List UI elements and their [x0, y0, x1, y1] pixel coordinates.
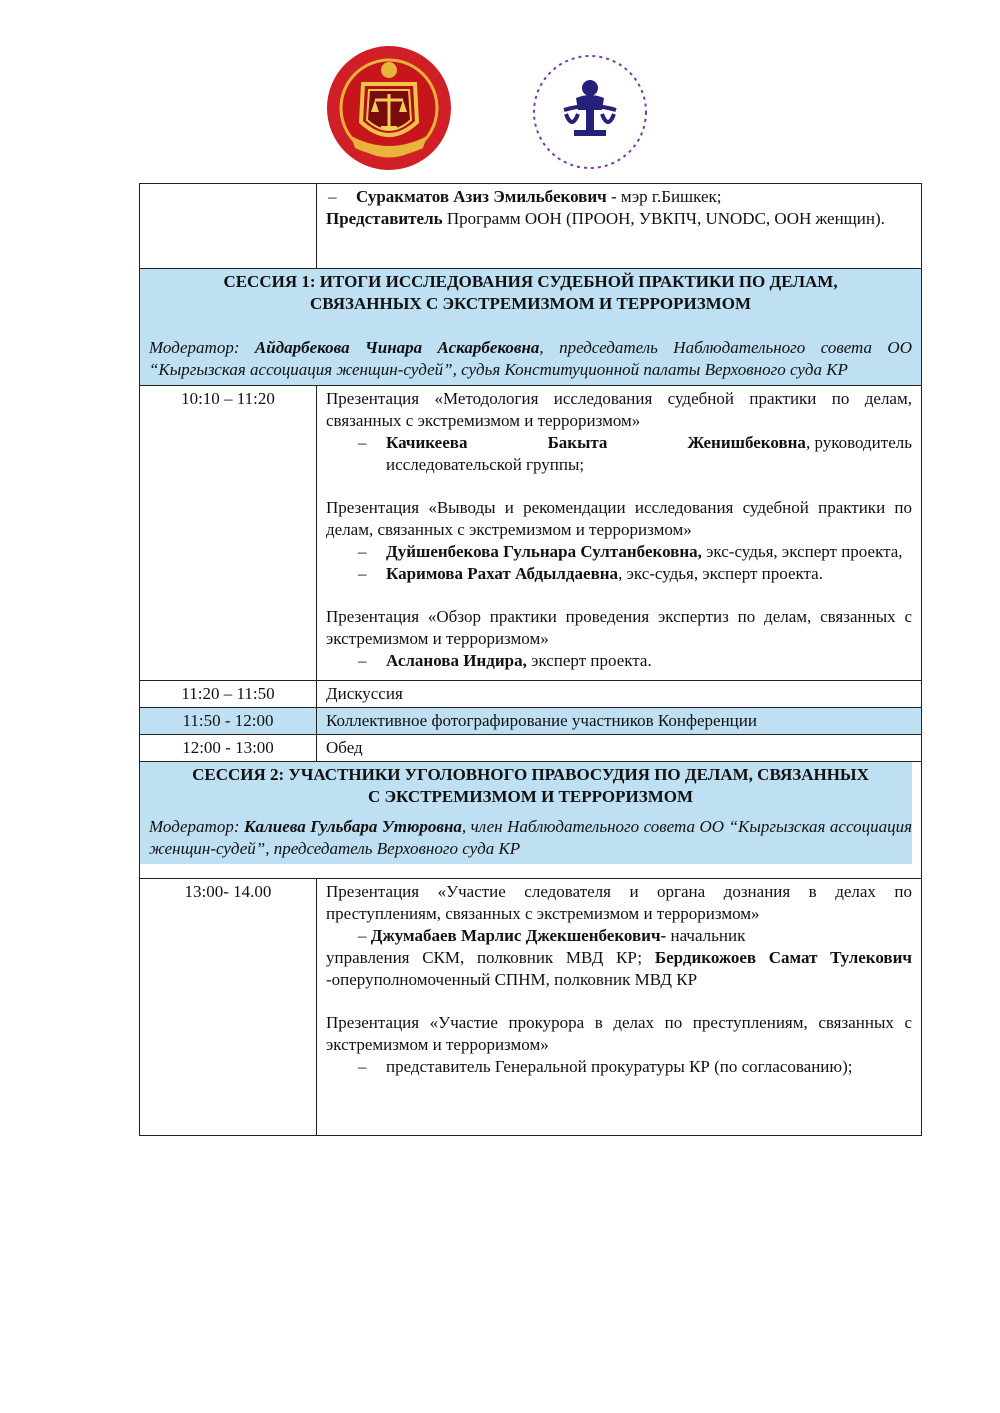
table-row: – Суракматов Азиз Эмильбекович - мэр г.Бишкек; Представитель Программ ООН (ПРООН, УВКПЧ, UNODC, ООН женщин). [140, 184, 922, 269]
speaker-name: Суракматов Азиз Эмильбекович [356, 187, 607, 206]
women-judges-association-emblem-icon [526, 48, 654, 176]
supreme-court-emblem-icon [325, 44, 453, 172]
table-row: 11:20 – 11:50 Дискуссия [140, 681, 922, 708]
table-row: 11:50 - 12:00 Коллективное фотографирование участников Конференции [140, 708, 922, 735]
header-logos [0, 40, 1000, 180]
session-2-title: СЕССИЯ 2: УЧАСТНИКИ УГОЛОВНОГО ПРАВОСУДИЯ ПО ДЕЛАМ, СВЯЗАННЫХ С ЭКСТРЕМИЗМОМ И ТЕРРОРИЗМОМ [192, 765, 869, 806]
session-1-header [140, 269, 922, 386]
program-table [139, 183, 922, 1136]
session-1-moderator: Модератор: Айдарбекова Чинара Аскарбековна, председатель Наблюдательного совета ОО “Кыргызская ассоциация женщин-судей”, судья Конституционной палаты Верховного суда КР [149, 338, 912, 379]
table-row: 12:00 - 13:00 Обед [140, 735, 922, 762]
session-2-moderator: Модератор: Калиева Гульбара Утюровна, член Наблюдательного совета ОО “Кыргызская ассоциация женщин-судей”, председатель Верховного суда КР [149, 817, 912, 858]
table-row: 13:00- 14.00 Презентация «Участие следователя и органа дознания в делах по преступлениям, связанных с экстремизмом и терроризмом» – Джумабаев Марлис Джекшенбекович- начальник управления СКМ, полковник МВД КР; Бердикожоев Самат Тулекович -оперуполномоченный СПНМ, полковник МВД КР Презентация «Участие прокурора в делах по преступлениям, связанных с экстремизмом и терроризмом» – представитель Генеральной прокуратуры КР (по согласованию); [140, 879, 922, 1136]
session-1-title: СЕССИЯ 1: ИТОГИ ИССЛЕДОВАНИЯ СУДЕБНОЙ ПРАКТИКИ ПО ДЕЛАМ, СВЯЗАННЫХ С ЭКСТРЕМИЗМОМ И ТЕРРОРИЗМОМ [223, 272, 838, 313]
time-cell: 10:10 – 11:20 [140, 386, 317, 681]
table-row: 10:10 – 11:20 Презентация «Методология исследования судебной практики по делам, связанных с экстремизмом и терроризмом» – Качикеева Бакыта Женишбековна, руководитель исследовательской группы; Презентация «Выводы и рекомендации исследования судебной практики по делам, связанных с экстремизмом и терроризмом» – Дуйшенбекова Гульнара Султанбековна, экс-судья, эксперт проекта, – Каримова Рахат Абдылдаевна, экс-судья, эксперт проекта. Презентация «Обзор практики проведения экспертиз по делам, связанных с экстремизмом и терроризмом» – Асланова Индира, эксперт проекта. [140, 386, 922, 681]
session-2-header [140, 762, 922, 879]
